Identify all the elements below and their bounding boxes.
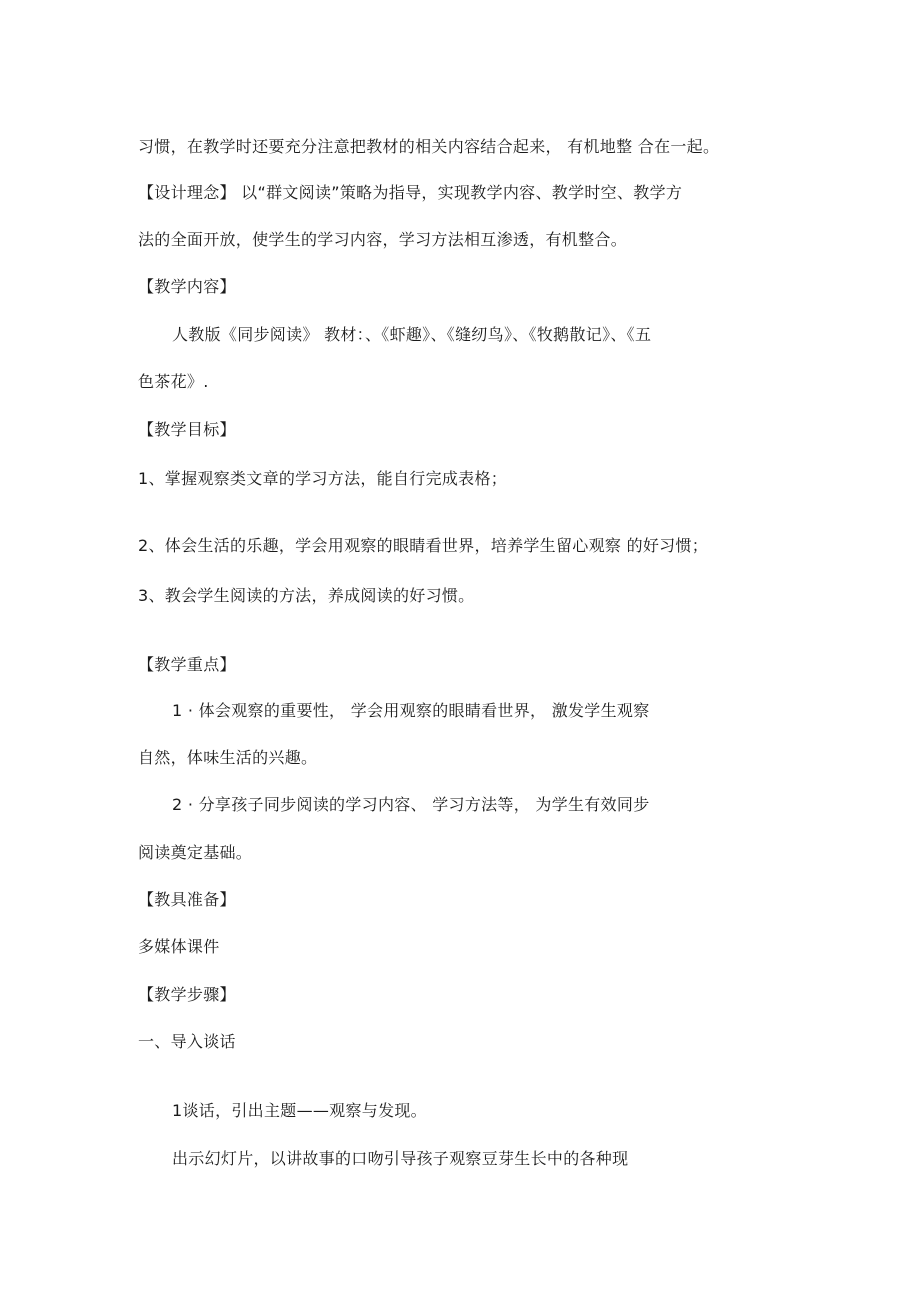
focus-item-2-line-2: 阅读奠定基础。 [138,843,253,862]
design-concept-line-1: 【设计理念】 以“群文阅读”策略为指导，实现教学内容、教学时空、教学方 [138,183,683,202]
teaching-content-line-2: 色茶花》. [138,372,209,391]
teaching-tools-heading: 【教具准备】 [138,890,236,909]
step-one-description: 出示幻灯片，以讲故事的口吻引导孩子观察豆芽生长中的各种现 [172,1149,629,1168]
teaching-content-heading: 【教学内容】 [138,277,236,296]
focus-item-1-line-2: 自然，体味生活的兴趣。 [138,748,318,767]
focus-item-1-line-1: 1 · 体会观察的重要性， 学会用观察的眼睛看世界， 激发学生观察 [172,701,650,720]
text-line-continuation: 习惯，在教学时还要充分注意把教材的相关内容结合起来， 有机地整 合在一起。 [138,137,720,156]
goal-item-3: 3、教会学生阅读的方法，养成阅读的好习惯。 [138,586,475,605]
teaching-content-line-1: 人教版《同步阅读》 教材：、《虾趣》、《缝纫鸟》、《牧鹅散记》、《五 [172,325,652,344]
design-concept-line-2: 法的全面开放，使学生的学习内容，学习方法相互渗透，有机整合。 [138,230,628,249]
step-one-item-1: 1谈话，引出主题——观察与发现。 [172,1101,427,1120]
step-one-heading: 一、导入谈话 [138,1032,236,1051]
teaching-goals-heading: 【教学目标】 [138,420,236,439]
teaching-tools-content: 多媒体课件 [138,937,220,956]
teaching-steps-heading: 【教学步骤】 [138,985,236,1004]
focus-item-2-line-1: 2 · 分享孩子同步阅读的学习内容、 学习方法等， 为学生有效同步 [172,795,650,814]
goal-item-1: 1、掌握观察类文章的学习方法，能自行完成表格； [138,469,508,488]
teaching-focus-heading: 【教学重点】 [138,655,236,674]
goal-item-2: 2、体会生活的乐趣，学会用观察的眼睛看世界，培养学生留心观察 的好习惯； [138,536,709,555]
